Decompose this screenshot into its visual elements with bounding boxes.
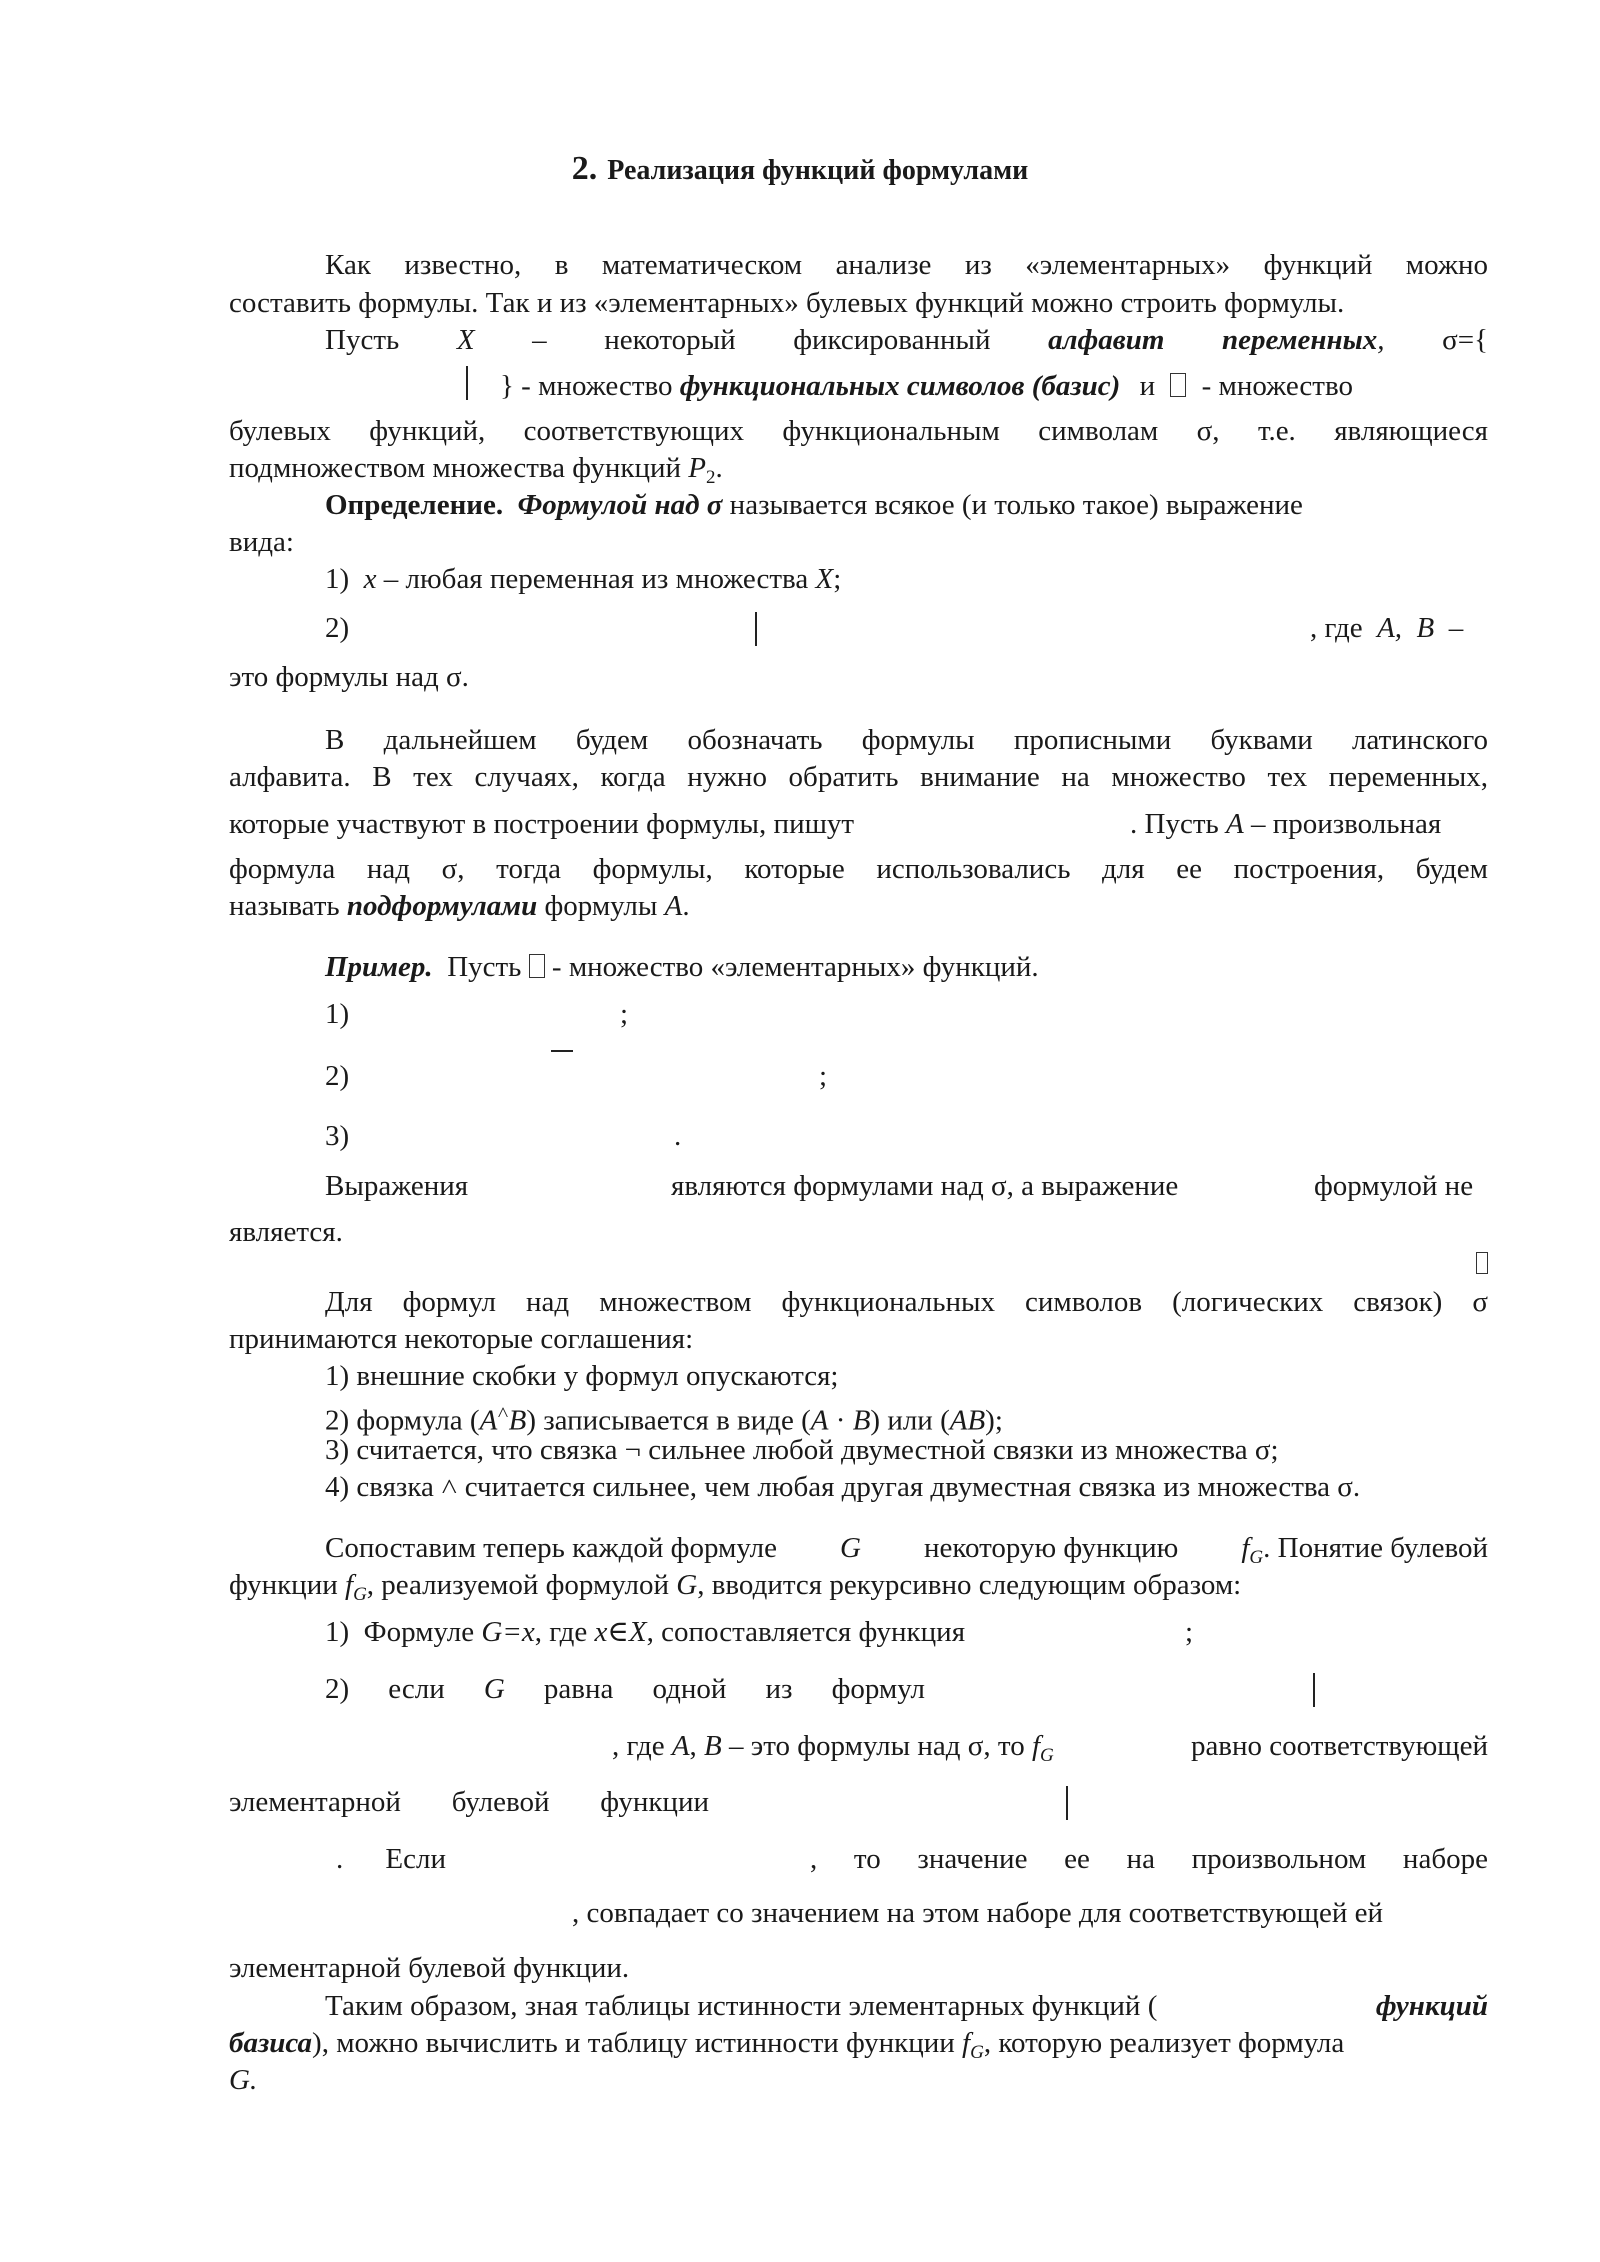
text: , <box>689 1730 697 1762</box>
text: и <box>1139 370 1156 402</box>
variable: G=x <box>481 1616 535 1648</box>
subscript: G <box>353 1584 367 1605</box>
variable: B <box>704 1730 722 1762</box>
term: алфавит <box>1048 324 1165 356</box>
text: которые участвуют в построении формулы, пишут <box>229 808 855 840</box>
realization-item-2-line <box>612 1728 1488 1765</box>
paragraph-line <box>229 2062 1488 2099</box>
definition-item-1 <box>325 561 841 598</box>
realization-item-2 <box>325 1671 925 1708</box>
text: 2) формула ( <box>325 1404 480 1437</box>
text: принимаются некоторые соглашения: <box>229 1323 694 1355</box>
term: базиса <box>229 2027 313 2059</box>
item-number: 1) <box>325 1616 350 1648</box>
definition-term: Формулой над σ <box>517 489 723 521</box>
text: значение <box>917 1843 1028 1875</box>
variable: G. <box>229 2064 258 2096</box>
paragraph-line <box>229 806 854 843</box>
paragraph-line <box>229 888 1488 925</box>
text: , вводится рекурсивно следующим образом: <box>697 1569 1242 1601</box>
text: . <box>336 1843 344 1875</box>
variable: G <box>839 1532 861 1564</box>
section-number: 2. <box>571 150 598 187</box>
term: переменных <box>1222 324 1378 356</box>
definition-item-2-tail <box>1310 610 1463 647</box>
text: Пусть <box>325 324 400 356</box>
variable: G <box>676 1569 698 1601</box>
example-label: Пример. <box>325 951 433 983</box>
term: функциональных символов (базис) <box>679 370 1121 402</box>
paragraph-line <box>229 1950 1488 1987</box>
text: ; <box>1185 1616 1194 1648</box>
text: – произвольная <box>1250 808 1442 840</box>
paragraph-line <box>325 1988 1488 2025</box>
text: некоторую функцию <box>923 1532 1179 1564</box>
item-number: 1) <box>325 998 350 1030</box>
text: произвольном <box>1191 1843 1367 1875</box>
example-conclusion <box>671 1168 1178 1205</box>
text: элементарной булевой функции. <box>229 1952 630 1984</box>
text: равна <box>543 1673 614 1705</box>
example-item-2-end <box>819 1058 827 1095</box>
paragraph-line <box>325 1284 1488 1321</box>
paragraph-line <box>229 851 1488 888</box>
realization-item-2-line <box>572 1895 1383 1932</box>
text: 1) внешние скобки у формул опускаются; <box>325 1360 839 1392</box>
text: - множество <box>1201 370 1353 402</box>
paragraph-line <box>325 322 1488 359</box>
definition-label: Определение. <box>325 489 504 521</box>
paragraph-line <box>500 368 1353 405</box>
text: являются формулами над σ, а выражение <box>671 1170 1179 1202</box>
paragraph-line <box>229 759 1488 796</box>
example-item-1-end <box>620 996 628 1033</box>
example-item-1 <box>325 996 349 1033</box>
negation-overline <box>551 1050 573 1052</box>
text: называть <box>229 890 340 922</box>
variable: A <box>1225 808 1244 840</box>
text: 4) связка ˄ считается сильнее, чем любая другая двуместная связка из множества σ. <box>325 1471 1361 1503</box>
text: фиксированный <box>793 324 991 356</box>
text: . Пусть <box>1130 808 1219 840</box>
text: . <box>674 1120 682 1152</box>
paragraph-line <box>229 1214 1488 1251</box>
text: ); <box>985 1404 1003 1437</box>
text: если <box>388 1673 445 1705</box>
convention-4 <box>325 1469 1360 1506</box>
paragraph-line <box>1130 806 1441 843</box>
variable: P <box>688 452 707 484</box>
variable: AB <box>949 1404 986 1437</box>
vertical-bar <box>1066 1786 1068 1820</box>
paragraph-line <box>229 285 1488 322</box>
text: одной <box>652 1673 727 1705</box>
example-item-3-end <box>674 1118 681 1155</box>
text: ; <box>833 563 842 595</box>
missing-glyph-icon <box>529 954 545 978</box>
text: является. <box>229 1216 343 1248</box>
text: подмножеством множества функций <box>229 452 682 484</box>
text: , где <box>612 1730 665 1762</box>
paragraph-line <box>229 659 1488 696</box>
paragraph-line <box>325 1530 1488 1567</box>
vertical-bar <box>466 366 468 400</box>
realization-item-2-line <box>336 1841 446 1878</box>
item-number: 1) <box>325 563 350 595</box>
realization-item-2-line <box>810 1841 1488 1878</box>
term: подформулами <box>346 890 538 922</box>
example-conclusion <box>325 1168 468 1205</box>
text: из <box>765 1673 793 1705</box>
variable: A, <box>1377 612 1403 644</box>
realization-item-2-line <box>229 1784 709 1821</box>
subscript: 2 <box>706 467 716 488</box>
subscript: G <box>1040 1745 1054 1766</box>
text: формул <box>831 1673 925 1705</box>
text: формулой не <box>1314 1170 1474 1202</box>
text: } - множество <box>500 370 673 402</box>
variable: X <box>456 324 475 356</box>
paragraph-line <box>229 524 1488 561</box>
text: формула над σ, тогда формулы, которые использовались для ее построения, будем <box>229 853 1488 885</box>
dot-symbol: · <box>828 1404 853 1437</box>
text: , совпадает со значением на этом наборе для соответствующей ей <box>572 1897 1384 1929</box>
text: – это формулы над σ, то <box>729 1730 1025 1762</box>
variable: G <box>483 1673 505 1705</box>
end-of-example-icon <box>1476 1252 1488 1274</box>
text: . <box>715 452 723 484</box>
paragraph-line <box>229 2025 1488 2062</box>
text: функции <box>600 1786 709 1818</box>
variable: x <box>363 563 377 595</box>
paragraph-line <box>229 1321 1488 1358</box>
variable: f <box>962 2027 971 2059</box>
paragraph-line <box>325 247 1488 284</box>
wedge-symbol: ˄ <box>497 1402 509 1424</box>
text: Как известно, в математическом анализе из «элементарных» функций можно <box>325 249 1488 281</box>
text: - множество «элементарных» функций. <box>551 951 1039 983</box>
variable: B <box>1416 612 1435 644</box>
text: . Понятие булевой <box>1263 1532 1488 1564</box>
text: булевой <box>451 1786 550 1818</box>
vertical-bar <box>755 612 757 646</box>
item-number: 2) <box>325 1060 350 1092</box>
text: ее <box>1064 1843 1090 1875</box>
text: ), можно вычислить и таблицу истинности функции <box>312 2027 955 2059</box>
text: булевых функций, соответствующих функциональным символам σ, т.е. являющиеся <box>229 415 1488 447</box>
text: , сопоставляется функция <box>646 1616 966 1648</box>
text: функции <box>229 1569 338 1601</box>
text: – любая переменная из множества <box>383 563 809 595</box>
variable: f <box>345 1569 354 1601</box>
text: Для формул над множеством функциональных символов (логических связок) σ <box>325 1286 1488 1318</box>
item-number: 2) <box>325 612 350 644</box>
text: называется всякое (и только такое) выражение <box>729 489 1303 521</box>
section-title: Реализация функций формулами <box>607 155 1029 186</box>
text: наборе <box>1402 1843 1488 1875</box>
subscript: G <box>1249 1547 1264 1568</box>
realization-item-1 <box>325 1614 965 1651</box>
text: формулы <box>544 890 658 922</box>
text: ; <box>620 998 629 1030</box>
text: – <box>1448 612 1464 644</box>
variable: A <box>664 890 683 922</box>
text: , где <box>1310 612 1363 644</box>
text: ; <box>819 1060 828 1092</box>
realization-item-1-end <box>1185 1614 1193 1651</box>
text: . <box>682 890 690 922</box>
item-number: 3) <box>325 1120 350 1152</box>
text: вида: <box>229 526 294 558</box>
text: – <box>532 324 547 356</box>
subscript: G <box>970 2042 984 2063</box>
variable: A <box>671 1730 690 1762</box>
variable: x <box>594 1616 608 1648</box>
convention-3 <box>325 1432 1279 1469</box>
variable: f <box>1241 1532 1250 1564</box>
term: функций <box>1375 1990 1488 2022</box>
text: , <box>810 1843 818 1875</box>
definition-item-2 <box>325 610 349 647</box>
text: Выражения <box>325 1170 469 1202</box>
text: некоторый <box>604 324 736 356</box>
text: Пусть <box>447 951 522 983</box>
example-line <box>325 949 1488 986</box>
example-conclusion <box>1314 1168 1473 1205</box>
text: В дальнейшем будем обозначать формулы прописными буквами латинского <box>325 724 1488 756</box>
sigma-set-open: σ={ <box>1442 324 1488 356</box>
example-item-3 <box>325 1118 349 1155</box>
text: алфавита. В тех случаях, когда нужно обратить внимание на множество тех переменных, <box>229 761 1488 793</box>
text: Если <box>385 1843 446 1875</box>
variable: X <box>815 563 834 595</box>
text: элементарной <box>229 1786 401 1818</box>
example-item-2 <box>325 1058 349 1095</box>
vertical-bar <box>1313 1673 1315 1707</box>
paragraph-line <box>229 1567 1488 1604</box>
text: ) или ( <box>870 1404 950 1437</box>
variable: f <box>1031 1730 1041 1762</box>
paragraph-line <box>325 722 1488 759</box>
text: равно соответствующей <box>1190 1730 1488 1762</box>
item-number: 2) <box>325 1673 350 1705</box>
variable: B <box>852 1404 871 1437</box>
section-heading <box>0 150 1600 188</box>
text: 3) считается, что связка ¬ сильнее любой двуместной связки из множества σ; <box>325 1434 1279 1466</box>
variable: X <box>628 1616 647 1648</box>
text: , <box>1377 324 1385 356</box>
variable: A <box>479 1404 498 1437</box>
convention-1 <box>325 1358 838 1395</box>
text: ) записывается в виде ( <box>526 1404 811 1437</box>
text: , где <box>534 1616 588 1648</box>
text: , реализуемой формулой <box>366 1569 670 1601</box>
text: Формуле <box>363 1616 475 1648</box>
definition-line <box>325 487 1488 524</box>
missing-glyph-icon <box>1170 373 1186 397</box>
variable: B <box>508 1404 527 1437</box>
paragraph-line <box>229 413 1488 450</box>
text: составить формулы. Так и из «элементарных» булевых функций можно строить формулы. <box>229 287 1345 319</box>
variable: A <box>810 1404 829 1437</box>
element-of-symbol: ∈ <box>607 1616 629 1648</box>
text: то <box>853 1843 881 1875</box>
text: Сопоставим теперь каждой формуле <box>325 1532 777 1564</box>
text: на <box>1126 1843 1155 1875</box>
paragraph-line <box>229 450 1488 487</box>
text: , которую реализует формула <box>983 2027 1345 2059</box>
text: Таким образом, зная таблицы истинности элементарных функций ( <box>325 1990 1158 2022</box>
text: это формулы над σ. <box>229 661 469 693</box>
